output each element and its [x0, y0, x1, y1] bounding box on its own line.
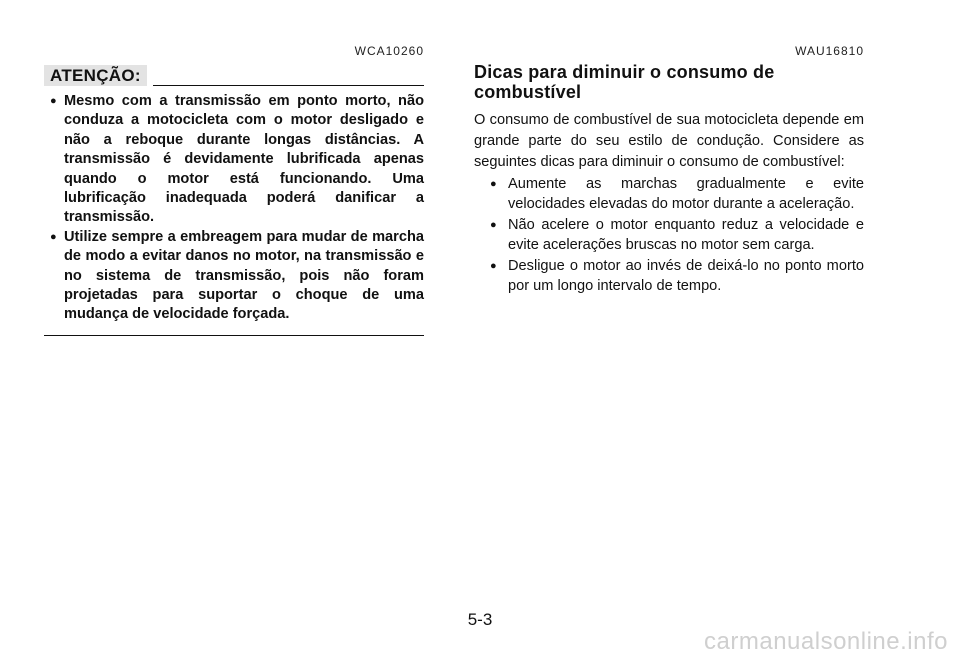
tip-item: ● Desligue o motor ao invés de deixá-lo no ponto morto por um longo intervalo de tempo. — [488, 257, 864, 296]
warning-column — [44, 44, 424, 336]
tips-list — [474, 175, 864, 297]
warning-item: ● Utilize sempre a embreagem para mudar de marcha de modo a evitar danos no motor, na transmissão e no sistema de transmissão, pois não foram projetadas para suportar o choque de uma mudança de velocidade forçada. — [44, 228, 424, 325]
page-number: 5-3 — [467, 610, 493, 629]
warning-bottom-rule — [44, 335, 424, 336]
warning-list — [44, 92, 424, 325]
warning-top-rule — [153, 85, 424, 86]
warning-item: ● Mesmo com a transmissão em ponto morto, não conduza a motocicleta com o motor desligado e não a reboque durante longas distâncias. A transmissão é devidamente lubrificada apenas quando o motor está funcionando. Uma lubrificação inadequada poderá danificar a transmissão. — [44, 92, 424, 228]
warning-header — [44, 62, 424, 86]
section-title: Dicas para diminuir o consumo de combustível — [474, 62, 775, 102]
section-intro: O consumo de combustível de sua motocicleta depende em grande parte do seu estilo de condução. Considere as seguintes dicas para diminuir o consumo de combustível: — [474, 112, 864, 170]
warning-label: ATENÇÃO: — [44, 65, 147, 86]
tip-item: ● Não acelere o motor enquanto reduz a velocidade e evite acelerações bruscas no motor sem carga. — [488, 216, 864, 255]
fuel-tips-column — [474, 44, 864, 297]
tip-item: ● Aumente as marchas gradualmente e evite velocidades elevadas do motor durante a aceleração. — [488, 175, 864, 214]
warning-code: WCA10260 — [354, 44, 424, 58]
watermark: carmanualsonline.info — [704, 628, 948, 655]
section-code: WAU16810 — [795, 44, 864, 58]
